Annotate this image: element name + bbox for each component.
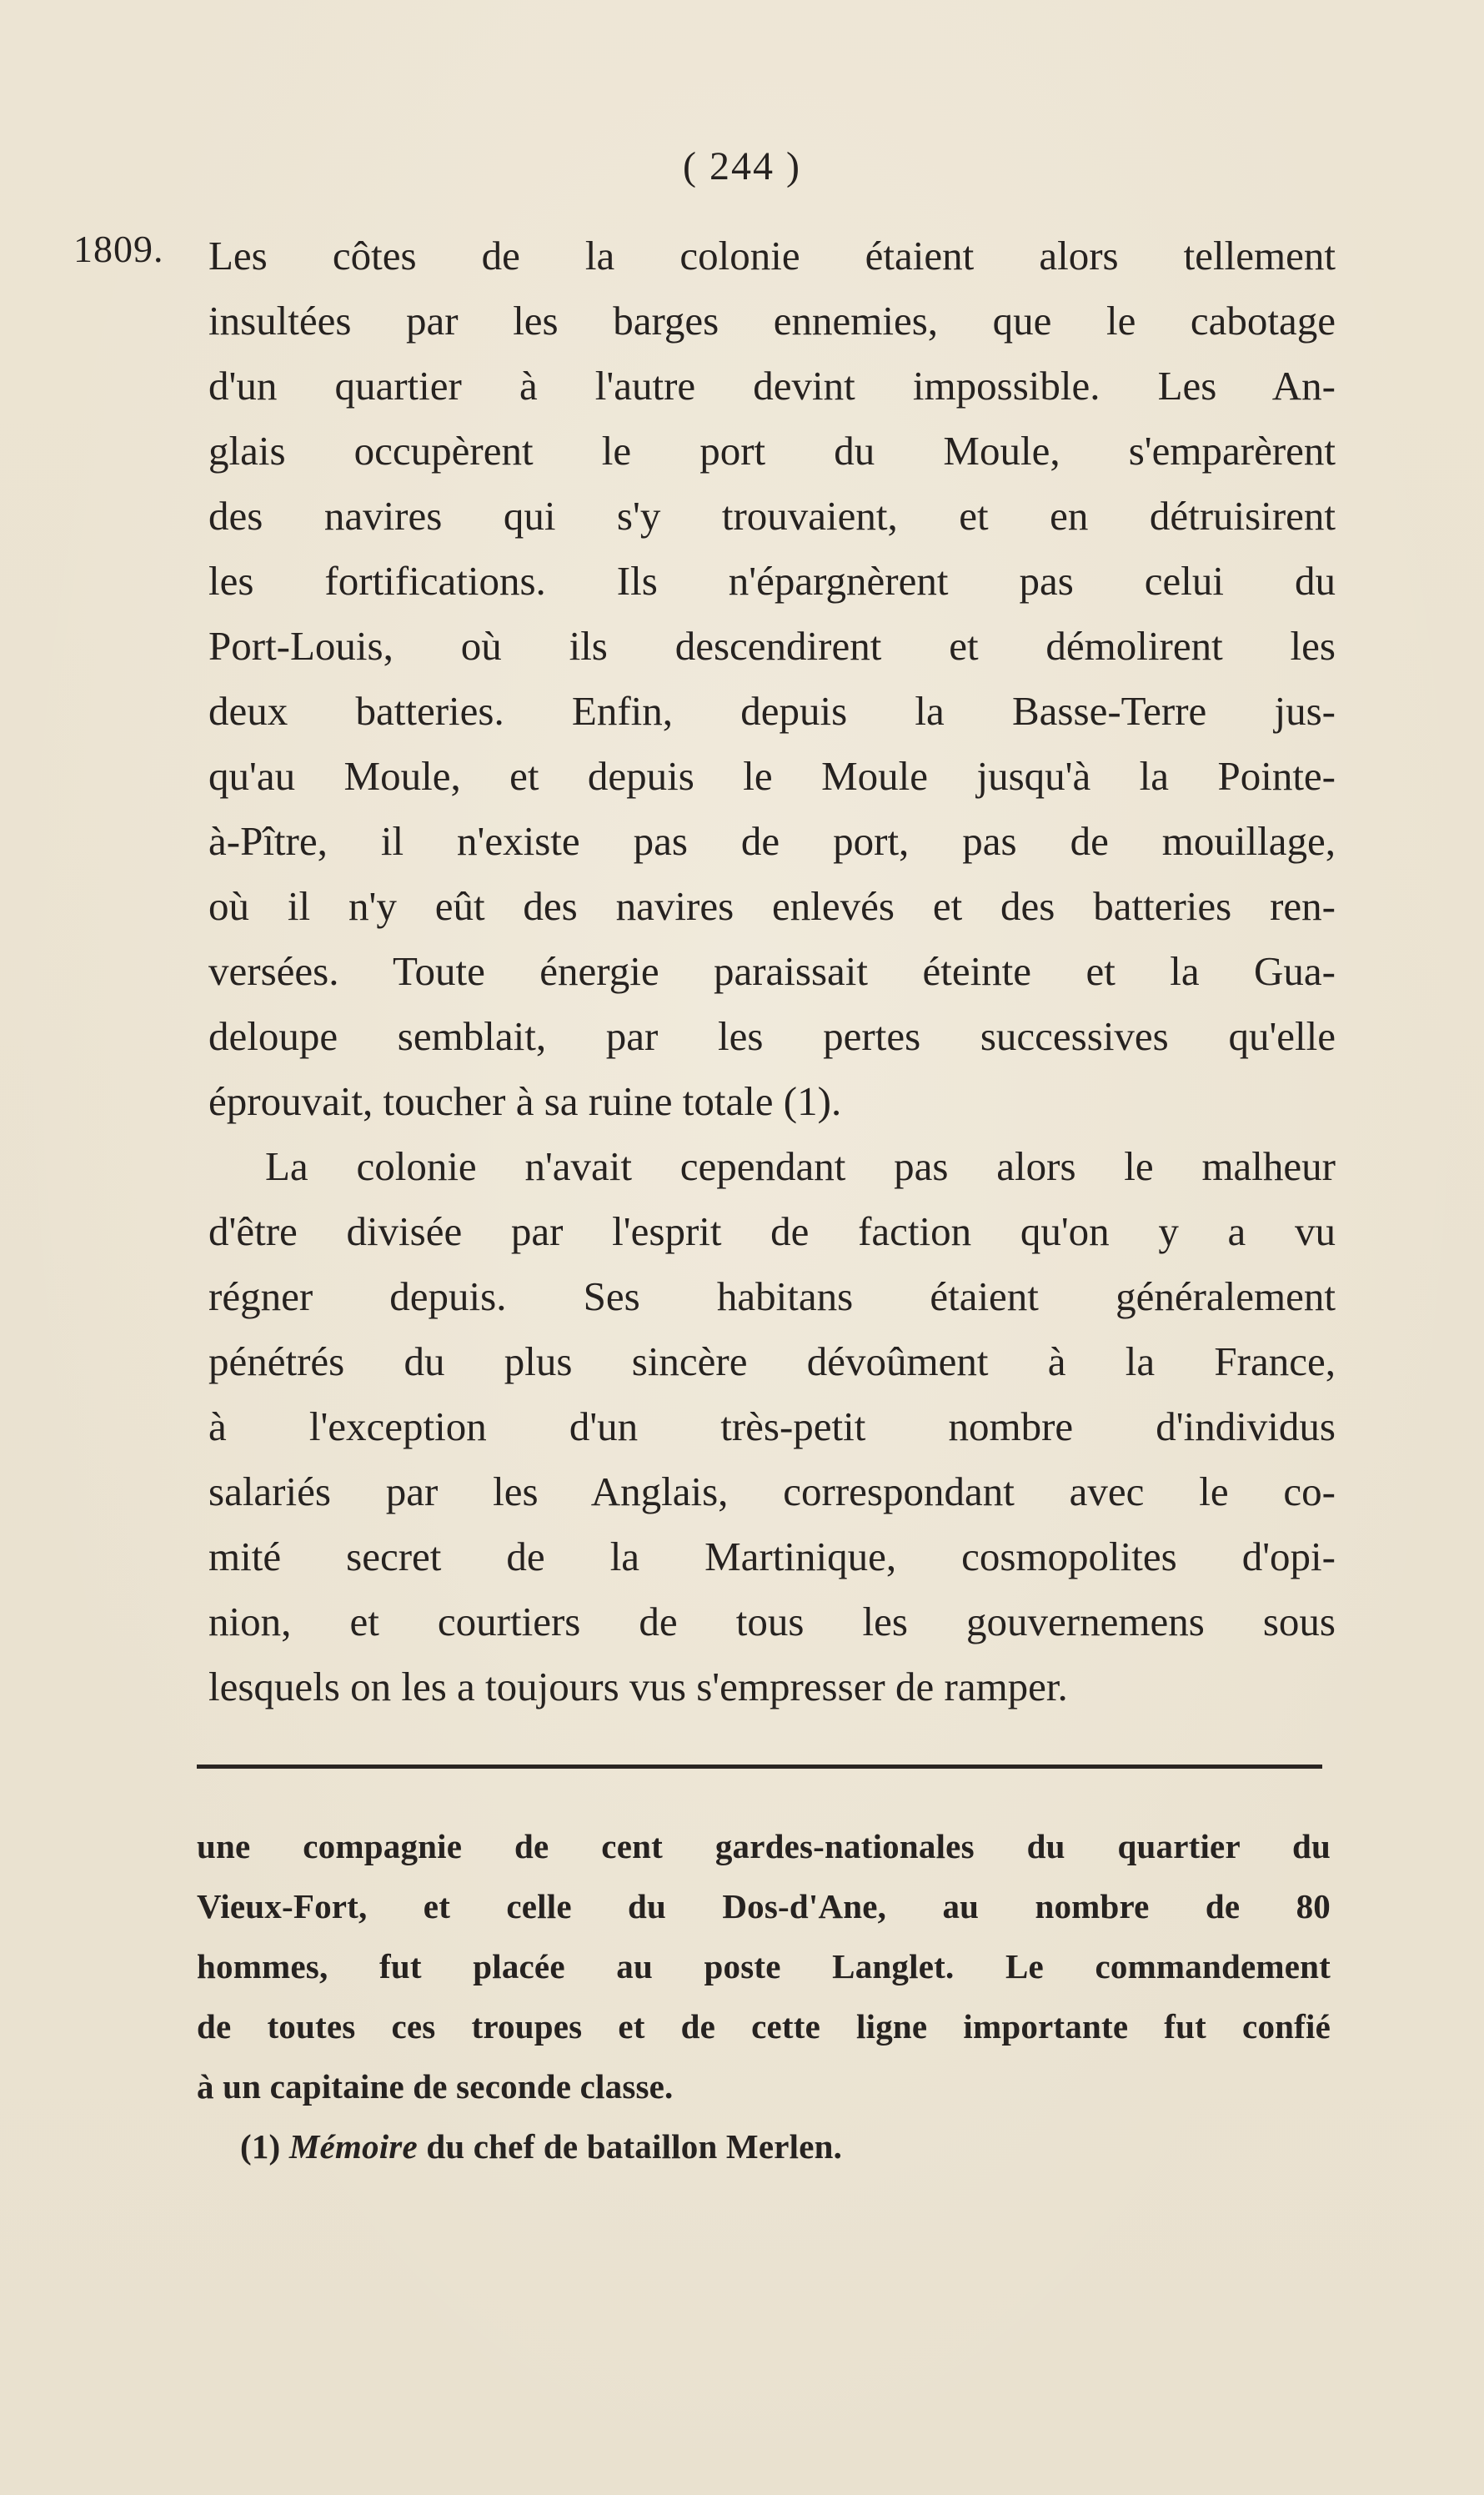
footnote-divider — [197, 1765, 1322, 1769]
main-text — [208, 223, 1336, 1719]
text-line: les fortifications. Ils n'épargnèrent pas celui du — [208, 558, 1336, 604]
text-line: deloupe semblait, par les pertes successives qu'elle — [208, 1013, 1336, 1059]
footnote-line: Vieux-Fort, et celle du Dos-d'Ane, au nombre de 80 — [197, 1887, 1331, 1925]
text-line: où il n'y eût des navires enlevés et des batteries ren- — [208, 883, 1336, 929]
footnote-marker: (1) — [240, 2127, 281, 2166]
footnote-line: une compagnie de cent gardes-nationales du quartier du — [197, 1827, 1331, 1865]
text-line: deux batteries. Enfin, depuis la Basse-Terre jus- — [208, 688, 1336, 734]
text-line: Les côtes de la colonie étaient alors tellement — [208, 233, 1336, 279]
text-line: des navires qui s'y trouvaient, et en détruisirent — [208, 493, 1336, 539]
text-line: nion, et courtiers de tous les gouvernemens sous — [208, 1599, 1336, 1644]
text-line: à l'exception d'un très-petit nombre d'individus — [208, 1403, 1336, 1449]
text-line: versées. Toute énergie paraissait éteinte et la Gua- — [208, 948, 1336, 994]
footnote-line: à un capitaine de seconde classe. — [197, 2067, 674, 2106]
footnote-text: du chef de bataillon Merlen. — [426, 2127, 843, 2166]
text-line: La colonie n'avait cependant pas alors le malheur — [265, 1143, 1336, 1189]
footnote-title: Mémoire — [288, 2127, 418, 2166]
text-line: d'être divisée par l'esprit de faction qu'on y a vu — [208, 1208, 1336, 1254]
text-line: salariés par les Anglais, correspondant avec le co- — [208, 1468, 1336, 1514]
text-line: Port-Louis, où ils descendirent et démolirent les — [208, 623, 1336, 669]
margin-year: 1809. — [73, 228, 164, 270]
footnote-line: de toutes ces troupes et de cette ligne importante fut confié — [197, 2007, 1331, 2046]
text-line: glais occupèrent le port du Moule, s'emparèrent — [208, 428, 1336, 474]
text-line: d'un quartier à l'autre devint impossible. Les An- — [208, 363, 1336, 409]
text-line: qu'au Moule, et depuis le Moule jusqu'à la Pointe- — [208, 753, 1336, 799]
text-line: insultées par les barges ennemies, que le cabotage — [208, 298, 1336, 344]
page-number: ( 244 ) — [683, 144, 801, 188]
text-line: à-Pître, il n'existe pas de port, pas de mouillage, — [208, 818, 1336, 864]
text-line: pénétrés du plus sincère dévoûment à la France, — [208, 1338, 1336, 1384]
text-line: régner depuis. Ses habitans étaient généralement — [208, 1273, 1336, 1319]
text-line: éprouvait, toucher à sa ruine totale (1). — [208, 1078, 842, 1124]
footnotes — [197, 1816, 1331, 2176]
text-line: lesquels on les a toujours vus s'empresser de ramper. — [208, 1664, 1068, 1709]
text-line: mité secret de la Martinique, cosmopolites d'opi- — [208, 1534, 1336, 1579]
footnote-1 — [197, 2116, 1331, 2176]
footnote-line: hommes, fut placée au poste Langlet. Le commandement — [197, 1947, 1331, 1985]
